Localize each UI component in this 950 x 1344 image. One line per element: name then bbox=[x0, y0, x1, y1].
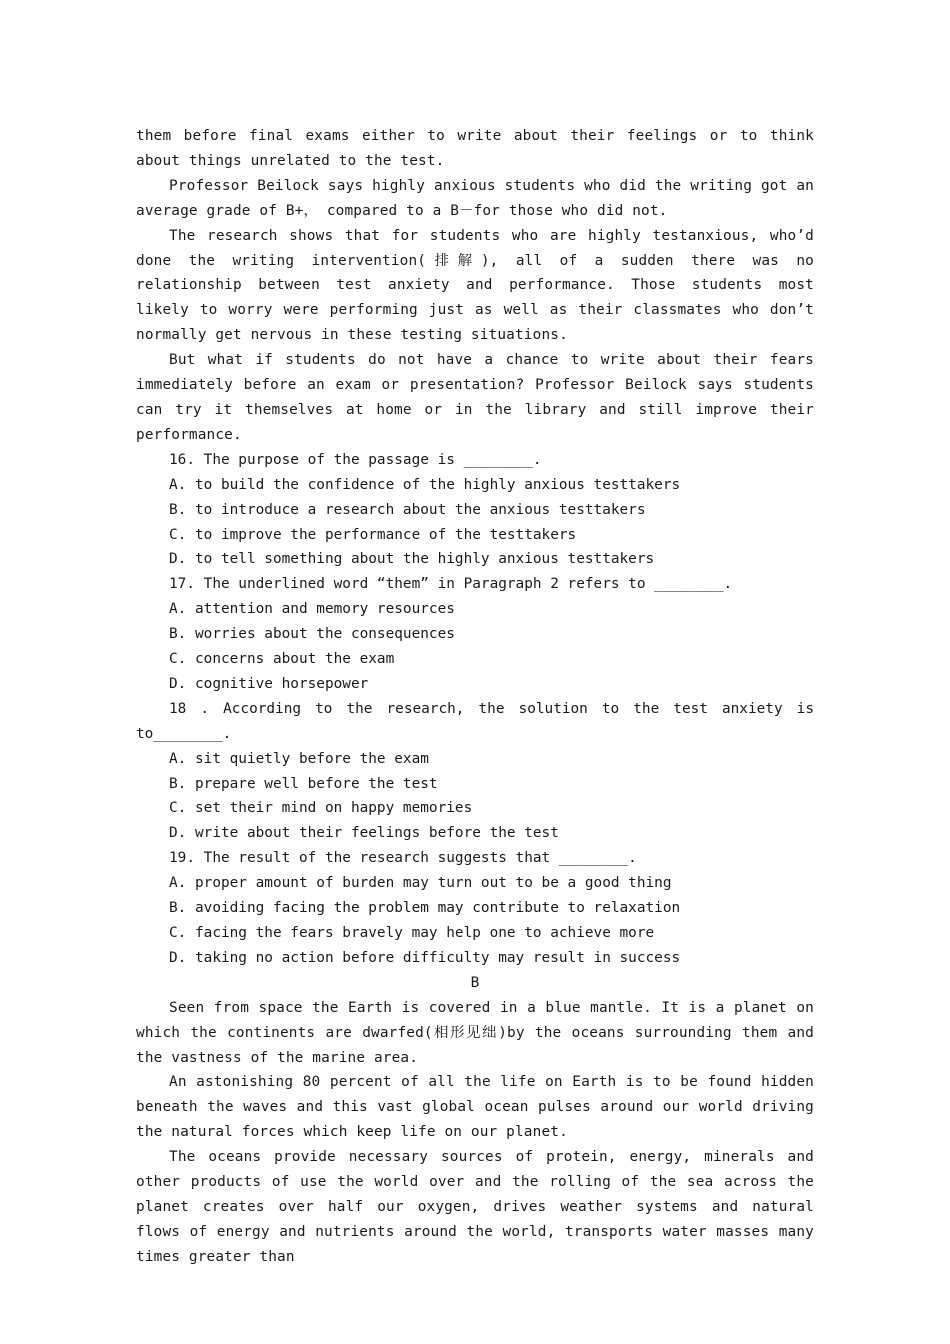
question-19-option-d: D. taking no action before difficulty may result in success bbox=[169, 949, 681, 966]
question-18-option-c: C. set their mind on happy memories bbox=[169, 800, 473, 817]
question-17-stem: 17. The underlined word “them” in Paragraph 2 refers to ________. bbox=[169, 576, 733, 593]
question-17-option-c: C. concerns about the exam bbox=[169, 651, 395, 668]
question-18-option-d: D. write about their feelings before the test bbox=[169, 825, 559, 842]
question-18-option-a: A. sit quietly before the exam bbox=[169, 750, 429, 767]
question-19-stem: 19. The result of the research suggests that ________. bbox=[169, 850, 637, 867]
question-19-option-b: B. avoiding facing the problem may contribute to relaxation bbox=[169, 900, 681, 917]
question-19-option-c: C. facing the fears bravely may help one to achieve more bbox=[169, 925, 655, 941]
question-19 bbox=[136, 846, 814, 971]
question-16-option-c: C. to improve the performance of the testtakers bbox=[169, 526, 577, 543]
question-17 bbox=[136, 572, 814, 697]
passage-a-paragraph-4: But what if students do not have a chance to write about their fears immediately before an exam or presentation? Professor Beilock says students can try it themselves at home or in the library and still improve their performance. bbox=[136, 352, 814, 443]
document-page bbox=[136, 124, 814, 1270]
passage-a-paragraph-1: them before final exams either to write about their feelings or to think about things unrelated to the test. bbox=[136, 128, 814, 169]
section-heading-b: B bbox=[470, 974, 480, 991]
question-17-option-a: A. attention and memory resources bbox=[169, 601, 455, 618]
question-17-option-b: B. worries about the consequences bbox=[169, 626, 455, 643]
question-16-option-a: A. to build the confidence of the highly anxious testtakers bbox=[169, 476, 681, 493]
question-18-stem: 18 . According to the research, the solution to the test anxiety is to________. bbox=[136, 700, 814, 742]
question-16-option-b: B. to introduce a research about the anxious testtakers bbox=[169, 501, 646, 518]
question-18-option-b: B. prepare well before the test bbox=[169, 775, 438, 792]
passage-b-paragraph-3: The oceans provide necessary sources of protein, energy, minerals and other products of use the world over and the rolling of the sea across the planet creates over half our oxygen, drives weather systems and natural flows of energy and nutrients around the world, transports water masses many times greater than bbox=[136, 1149, 814, 1265]
question-16-stem: 16. The purpose of the passage is ________. bbox=[169, 451, 542, 468]
passage-b-paragraph-2: An astonishing 80 percent of all the life on Earth is to be found hidden beneath the waves and this vast global ocean pulses around our world driving the natural forces which keep life on our planet. bbox=[136, 1074, 814, 1141]
question-16 bbox=[136, 448, 814, 573]
question-16-option-d: D. to tell something about the highly anxious testtakers bbox=[169, 551, 655, 568]
passage-a-paragraph-3: The research shows that for students who are highly testanxious, who’d done the writing intervention(排解), all of a sudden there was no relationship between test anxiety and performance. Those students most likely to worry were performing just as well as their classmates who don’t normally get nervous in these testing situations. bbox=[136, 227, 814, 344]
passage-a-paragraph-2: Professor Beilock says highly anxious students who did the writing got an average grade of B+， compared to a B－for those who did not. bbox=[136, 177, 814, 219]
question-18 bbox=[136, 697, 814, 846]
passage-b-paragraph-1: Seen from space the Earth is covered in a blue mantle. It is a planet on which the continents are dwarfed(相形见绌)by the oceans surrounding them and the vastness of the marine area. bbox=[136, 999, 814, 1066]
question-19-option-a: A. proper amount of burden may turn out to be a good thing bbox=[169, 875, 672, 892]
question-17-option-d: D. cognitive horsepower bbox=[169, 675, 369, 692]
